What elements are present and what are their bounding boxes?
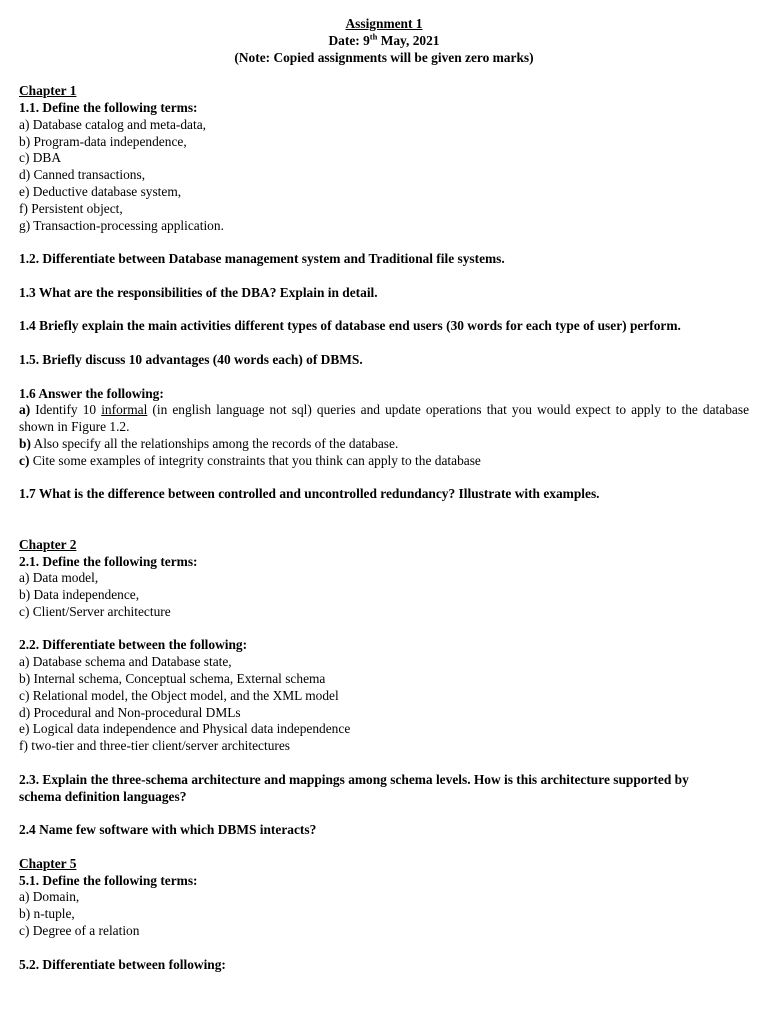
item-text: Identify 10 [30, 402, 102, 418]
list-item: b) Data independence, [19, 587, 140, 603]
question-1-4: 1.4 Briefly explain the main activities different types of database end users (30 words for each type of user) perform. [19, 318, 681, 334]
question-1-6-b [19, 436, 749, 453]
list-item: a) Database schema and Database state, [19, 654, 232, 670]
list-item: g) Transaction-processing application. [19, 217, 224, 233]
question-2-3: 2.3. Explain the three-schema architecture and mappings among schema levels. How is this architecture supported by schema definition languages? [19, 771, 689, 804]
list-item: c) DBA [19, 150, 62, 166]
question-5-2: 5.2. Differentiate between following: [19, 956, 226, 972]
date-sup: th [369, 31, 378, 42]
assignment-note: (Note: Copied assignments will be given zero marks) [234, 49, 534, 65]
question-1-6: 1.6 Answer the following: [19, 385, 164, 401]
item-text: Cite some examples of integrity constraints that you think can apply to the database [29, 452, 481, 468]
list-item: a) Domain, [19, 889, 80, 905]
list-item: f) Persistent object, [19, 200, 123, 216]
list-item: b) n-tuple, [19, 906, 75, 922]
list-item: b) Program-data independence, [19, 133, 187, 149]
question-1-6-c [19, 453, 749, 470]
list-item: a) Database catalog and meta-data, [19, 116, 206, 132]
chapter-1-heading: Chapter 1 [19, 83, 77, 99]
item-label: a) [19, 402, 31, 418]
question-1-3: 1.3 What are the responsibilities of the DBA? Explain in detail. [19, 284, 378, 300]
assignment-date [19, 33, 749, 50]
question-2-2: 2.2. Differentiate between the following: [19, 637, 248, 653]
item-text: (in english language not sql) queries and update operations that you would expect to apply to the database shown in Figure 1.2. [19, 402, 750, 435]
question-1-6-a [19, 402, 749, 436]
question-1-7: 1.7 What is the difference between controlled and uncontrolled redundancy? Illustrate with examples. [19, 486, 600, 502]
assignment-title: Assignment 1 [345, 16, 423, 31]
list-item: b) Internal schema, Conceptual schema, External schema [19, 671, 326, 687]
chapter-2-heading: Chapter 2 [19, 536, 77, 552]
item-label: b) [19, 435, 31, 451]
list-item: a) Data model, [19, 570, 99, 586]
list-item: c) Client/Server architecture [19, 603, 171, 619]
chapter-5-heading: Chapter 5 [19, 855, 77, 871]
list-item: d) Procedural and Non-procedural DMLs [19, 704, 241, 720]
list-item: c) Relational model, the Object model, and the XML model [19, 687, 339, 703]
list-item: e) Logical data independence and Physical data independence [19, 721, 351, 737]
date-prefix: Date: 9 [328, 32, 370, 48]
underlined-word: informal [101, 402, 148, 418]
document-header [19, 16, 749, 66]
list-item: f) two-tier and three-tier client/server architectures [19, 738, 291, 754]
question-2-4: 2.4 Name few software with which DBMS interacts? [19, 822, 317, 838]
list-item: d) Canned transactions, [19, 167, 146, 183]
question-2-1: 2.1. Define the following terms: [19, 553, 198, 569]
question-1-1: 1.1. Define the following terms: [19, 99, 198, 115]
question-5-1: 5.1. Define the following terms: [19, 872, 198, 888]
item-text: Also specify all the relationships among the records of the database. [30, 435, 399, 451]
date-suffix: May, 2021 [377, 32, 440, 48]
question-1-5: 1.5. Briefly discuss 10 advantages (40 words each) of DBMS. [19, 351, 363, 367]
list-item: c) Degree of a relation [19, 923, 140, 939]
list-item: e) Deductive database system, [19, 183, 182, 199]
question-1-2: 1.2. Differentiate between Database management system and Traditional file systems. [19, 251, 505, 267]
item-label: c) [19, 452, 30, 468]
